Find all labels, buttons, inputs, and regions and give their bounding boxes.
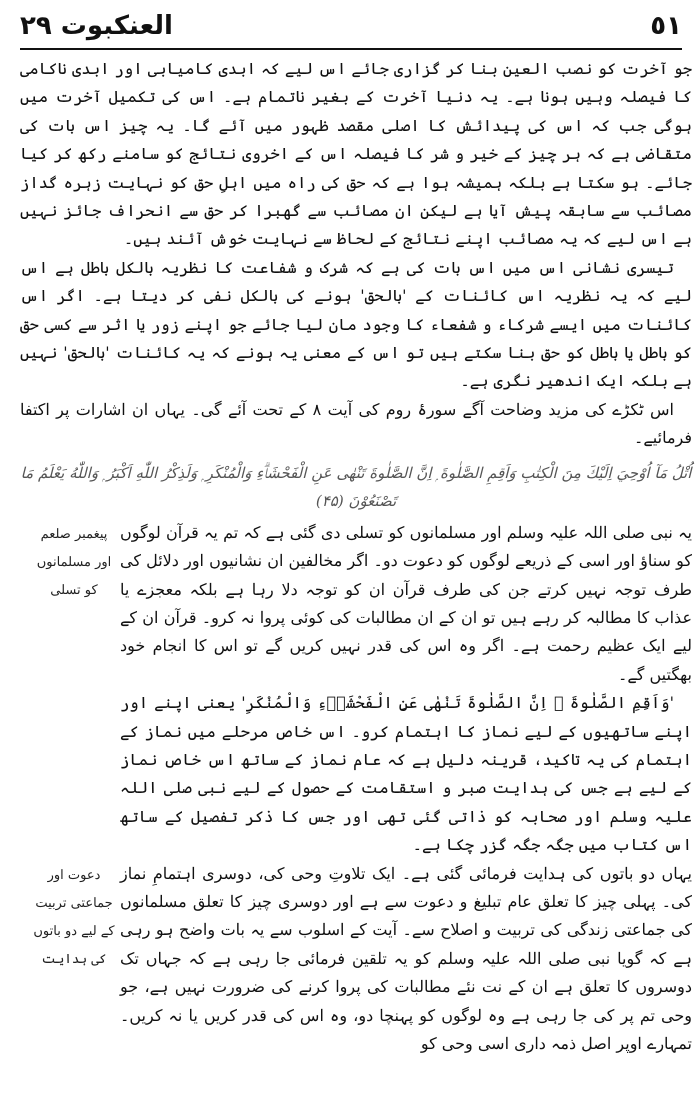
margin-note-line: کے لیے دو باتوں [33, 923, 115, 939]
paragraph: اس ٹکڑے کی مزید وضاحت آگے سورۂ روم کی آیت ۸ کے تحت آئے گی۔ یہاں ان اشارات پر اکتفا فرمائیے۔ [20, 399, 692, 448]
margin-note-line: کی ہدایت [41, 951, 107, 967]
margin-note-line: کو تسلی [50, 582, 98, 598]
margin-note-line: پیغمبر صلعم [40, 526, 108, 542]
page-header [20, 8, 682, 44]
paragraph: یہاں دو باتوں کی ہدایت فرمائی گئی ہے۔ ایک تلاوتِ وحی کی، دوسری اہتمامِ نماز کی۔ پہلی چیز کا تعلق عام تبلیغ و دعوت سے ہے اور دوسری چیز کا تعلق مسلمانوں کی جماعتی زندگی کی تربیت و اصلاح سے۔ آیت کے اسلوب سے یہ بات واضح ہو رہی ہے کہ گویا نبی صلی اللہ علیہ وسلم کو یہ تلقین فرمائی جا رہی ہے کہ جہاں تک دوسروں کا تعلق ہے ان کے نت نئے مطالبات کی پروا کرنے کی ضرورت نہیں ہے، جو وحی تم پر کی جا رہی ہے وہ لوگوں کو پہنچا دو، وہ اس کی قدر کریں یا نہ کریں۔ تمہارے اوپر اصل ذمہ داری اسی وحی کو [120, 863, 692, 1053]
paragraph: تیسری نشانی اس میں اس بات کی ہے کہ شرک و شفاعت کا نظریہ بالکل باطل ہے اس لیے کہ یہ نظریہ اس کائنات کے 'بالحق' ہونے کی بالکل نفی کر دیتا ہے۔ اگر اس کائنات میں ایسے شرکاء و شفعاء کا وجود مان لیا جائے جو اپنے زور یا اثر سے کسی حق کو باطل یا باطل کو حق بنا سکتے ہیں تو اس کے معنی یہ ہونے کہ یہ کائنات 'بالحق' نہیں ہے بلکہ ایک اندھیر نگری ہے۔ [20, 257, 692, 391]
running-title: العنکبوت ۲۹ [20, 11, 173, 41]
main-column [120, 519, 692, 860]
paragraph: 'وَاَقِمِ الصَّلٰوةَ ۭ اِنَّ الصَّلٰوةَ تَنْهٰى عَنِ الْفَحْشَاۗءِ وَالْمُنْكَرِ' یعنی اپنے اور اپنے ساتھیوں کے لیے نماز کا اہتمام کرو۔ اس خاص مرحلے میں نماز کے اہتمام کی یہ تاکید، قرینہ دلیل ہے کہ عام نماز کے ساتھ اس خاص نماز کے لیے ہے جس کی ہدایت صبر و استقامت کے حصول کے لیے نبی صلی اللہ علیہ وسلم اور صحابہ کو ذاتی گئی تھی اور جس کا ذکر تفصیل کے ساتھ اس کتاب میں جگہ جگہ گزر چکا ہے۔ [120, 693, 692, 855]
paragraph: جو آخرت کو نصب العین بنا کر گزاری جائے اس لیے کہ ابدی کامیابی اور ابدی ناکامی کا فیصلہ وہیں ہونا ہے۔ یہ دنیا آخرت کے بغیر ناتمام ہے۔ اس کی تکمیل آخرت میں ہوگی جب کہ اس کی پیدائش کا اصلی مقصد ظہور میں آئے گا۔ یہ چیز اس بات کی متقاضی ہے کہ ہر چیز کے خیر و شر کا فیصلہ اس کے اخروی نتائج کو سامنے رکھ کر کیا جائے۔ ہو سکتا ہے بلکہ ہمیشہ ہوا ہے کہ حق کی راہ میں اہلِ حق کو نہایت زہرہ گداز مصائب سے سابقہ پیش آیا ہے لیکن ان مصائب سے گھبرا کر حق سے انحراف جائز نہیں ہے اس لیے کہ یہ مصائب اپنے نتائج کے لحاظ سے نہایت خوش آئند ہیں۔ [20, 59, 692, 249]
page-number: ٥١ [650, 11, 682, 41]
quranic-verse: اُتْلُ مَآ اُوْحِيَ اِلَيْكَ مِنَ الْكِتٰبِ وَاَقِمِ الصَّلٰوةَ ۭ اِنَّ الصَّلٰوةَ تَنْهٰى عَنِ الْفَحْشَاۗءِ وَالْمُنْكَرِ ۭ وَلَذِكْرُ اللّٰهِ اَكْبَرُ ۭ وَاللّٰهُ يَعْلَمُ مَا تَصْنَعُوْنَ (۴۵) [20, 463, 692, 510]
section-consolation [20, 519, 692, 860]
margin-note-instructions [28, 860, 120, 1059]
margin-note-line: جماعتی تربیت [35, 895, 113, 911]
header-rule [20, 48, 682, 50]
main-column [120, 860, 692, 1059]
margin-note-line: اور مسلمانوں [36, 554, 112, 570]
margin-note-line: دعوت اور [47, 867, 101, 883]
section-instructions [20, 860, 692, 1059]
margin-note-consolation [28, 519, 120, 860]
paragraph: یہ نبی صلی اللہ علیہ وسلم اور مسلمانوں کو تسلی دی گئی ہے کہ تم یہ قرآن لوگوں کو سناؤ اور اسی کے ذریعے لوگوں کو دعوت دو۔ اگر مخالفین ان نشانیوں اور دلائل کی طرف توجہ نہیں کرتے جن کی طرف قرآن ان کو توجہ دلا رہا ہے بلکہ معجزے یا عذاب کا مطالبہ کر رہے ہیں تو ان کے ان مطالبات کی کوئی پروا نہ کرو۔ قرآن ان کے لیے ایک عظیم رحمت ہے۔ اگر وہ اس کی قدر نہیں کریں گے تو اس کا انجام خود بھگتیں گے۔ [120, 522, 692, 684]
body-text [20, 55, 692, 1120]
